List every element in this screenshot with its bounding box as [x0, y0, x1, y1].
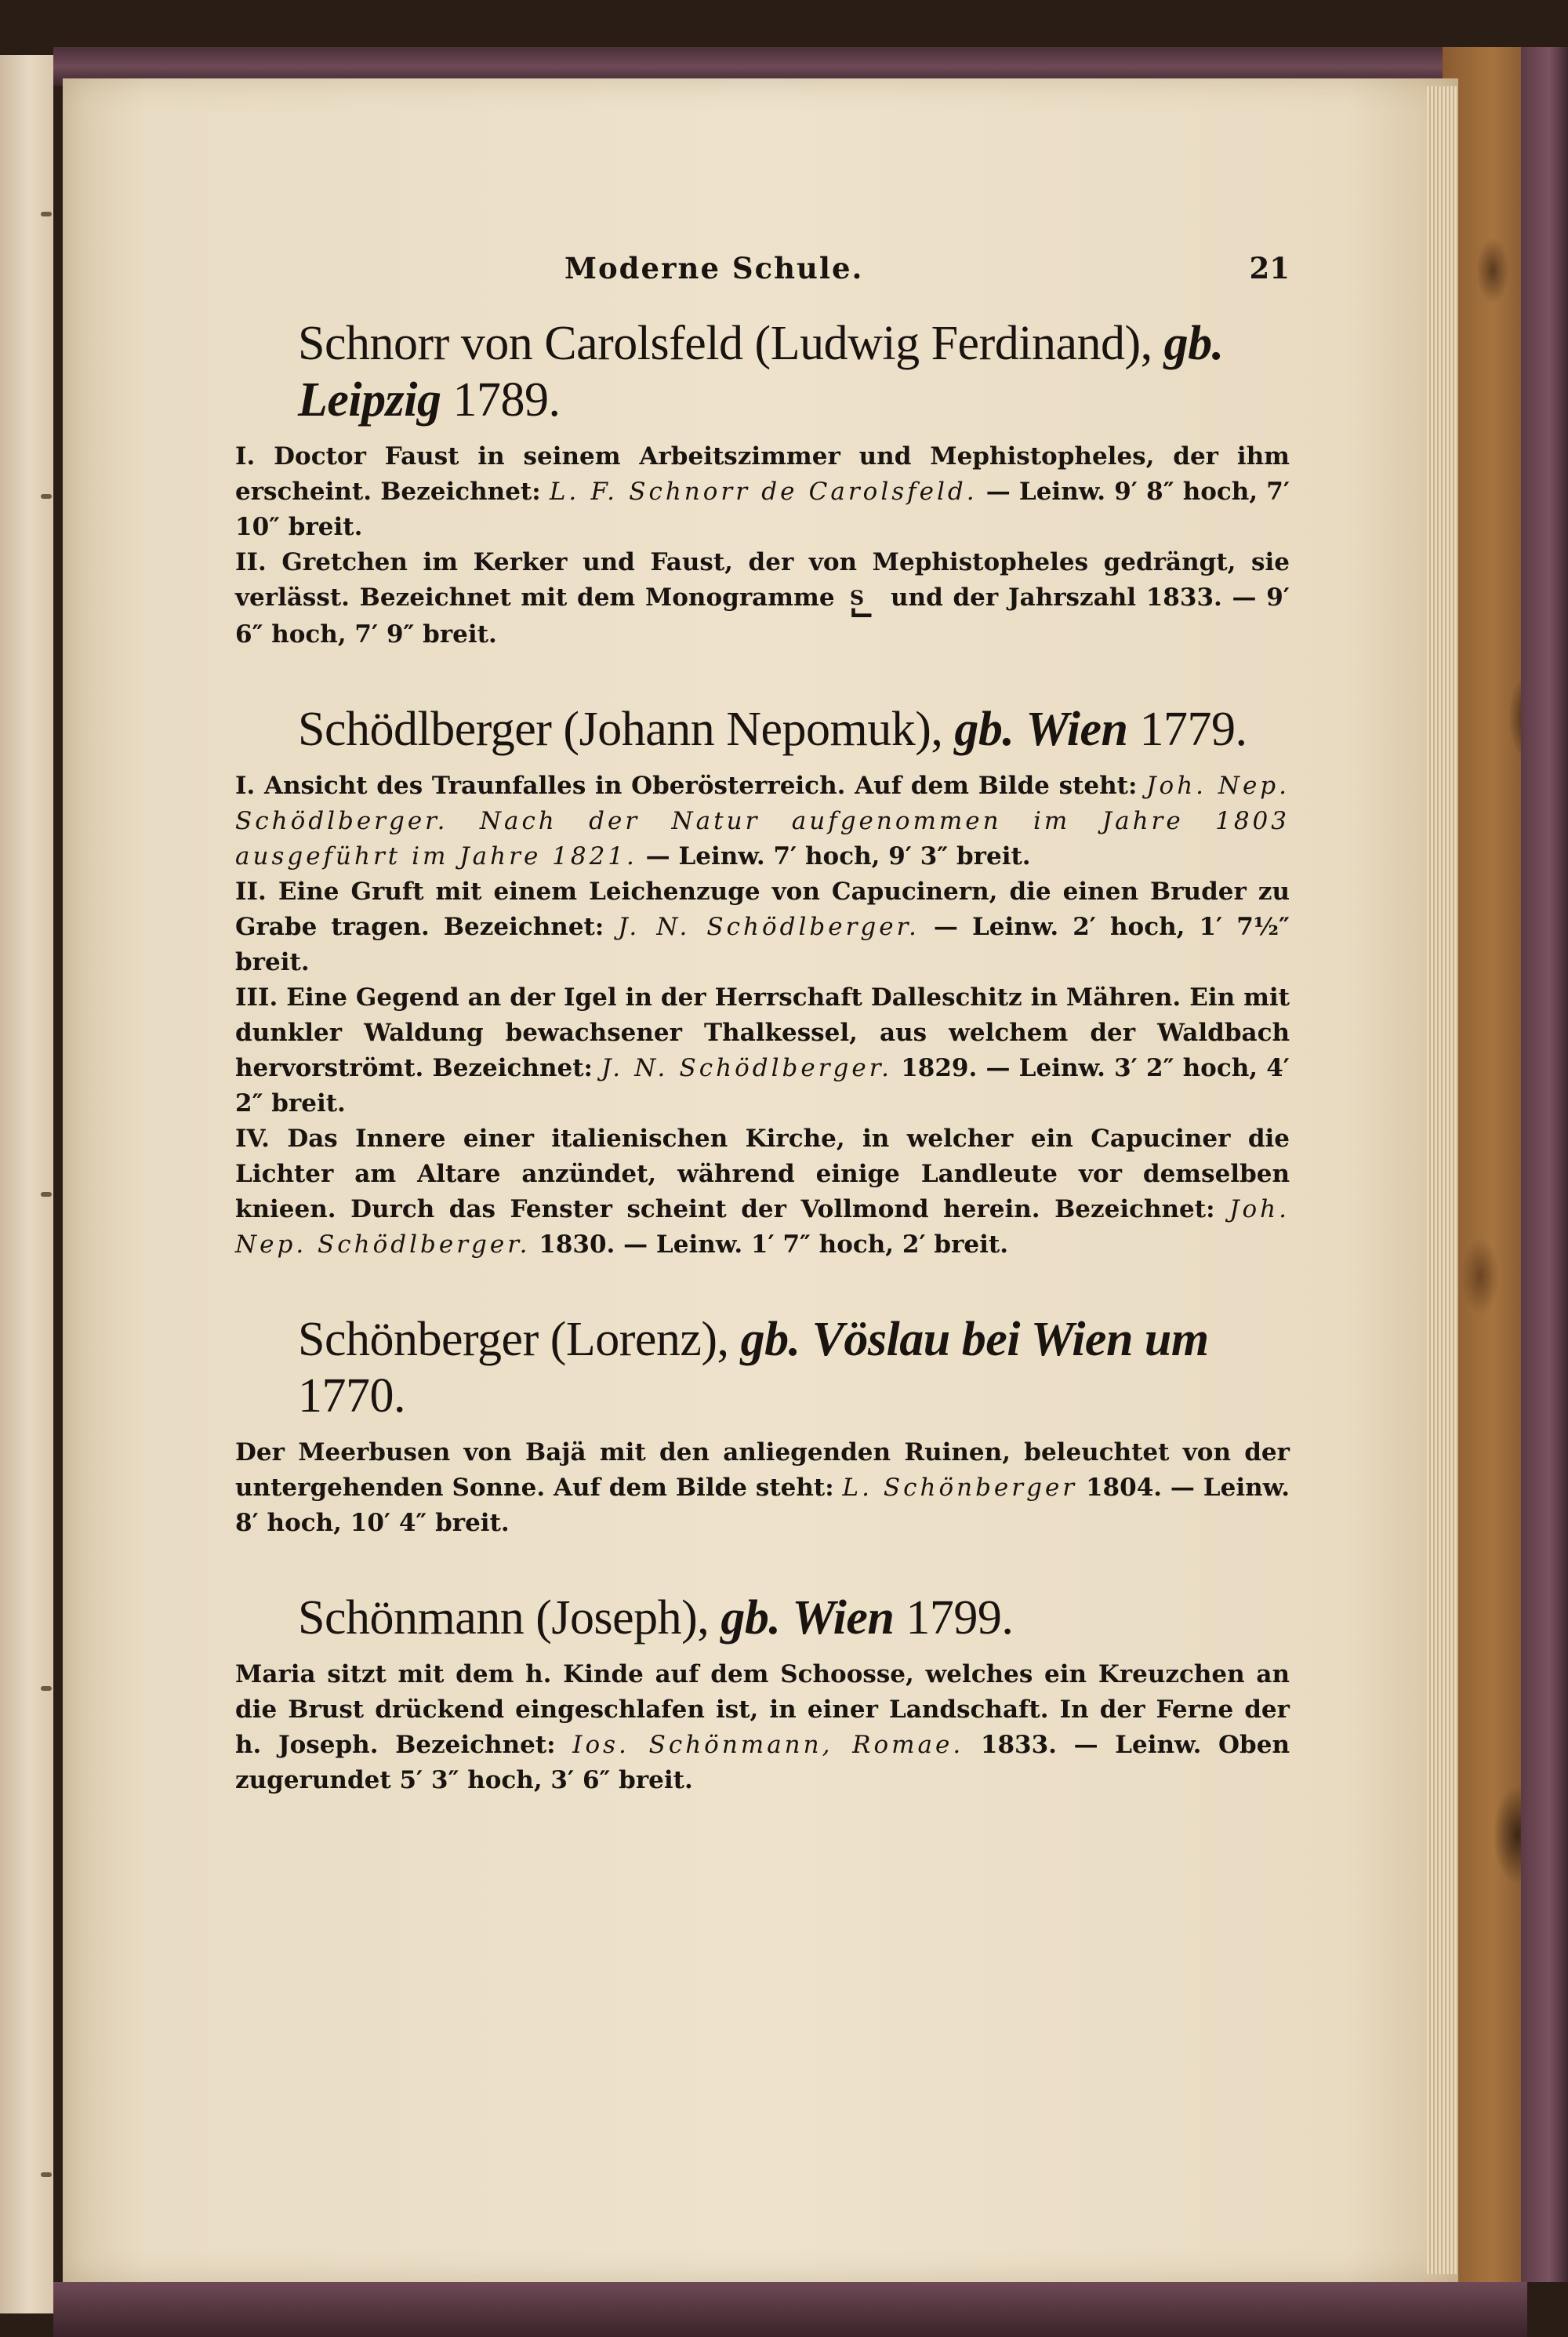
- entry-dimensions: — Leinw. 2′ hoch, 1′ 7½″ breit.: [235, 912, 1290, 976]
- artist-heading: [235, 315, 1290, 428]
- svg-text:S: S: [850, 585, 865, 609]
- born-abbrev: gb.: [1163, 317, 1224, 370]
- entry-signature: L. Schönberger: [842, 1473, 1078, 1502]
- left-page-edge: [0, 55, 53, 2313]
- born-abbrev: gb.: [954, 702, 1014, 756]
- entry-text: II. Gretchen im Kerker und Faust, der von Mephistopheles gedrängt, sie verlässt. Bezeichnet mit dem Monogramme: [235, 548, 1290, 612]
- artist-heading: [235, 1590, 1290, 1646]
- artist-name: Schönmann (Joseph),: [298, 1590, 710, 1645]
- entry-dimensions: — Leinw. 9′ 8″ hoch, 7′ 10″ breit.: [235, 478, 1290, 541]
- artist-name: Schnorr von Carolsfeld (Ludwig Ferdinand),: [298, 317, 1152, 370]
- born-abbrev: gb.: [740, 1312, 800, 1366]
- cover-spine: [1521, 47, 1568, 2282]
- entry-signature: Joh. Nep. Schödlberger.: [235, 1194, 1290, 1259]
- entry-text: II. Eine Gruft mit einem Leichenzuge von Capucinern, die einen Bruder zu Grabe tragen. Bezeichnet:: [235, 877, 1290, 941]
- catalog-entry: [235, 769, 1290, 874]
- catalog-entry: [235, 1657, 1290, 1798]
- artist-name: Schödlberger (Johann Nepomuk),: [298, 702, 943, 756]
- catalog-entry: [235, 874, 1290, 980]
- entry-dimensions: 1829. — Leinw. 3′ 2″ hoch, 4′ 2″ breit.: [235, 1053, 1290, 1118]
- birthplace: Wien: [1025, 702, 1128, 756]
- catalog-entry: [235, 439, 1290, 545]
- birth-year: 1799.: [906, 1590, 1014, 1645]
- entry-signature: L. F. Schnorr de Carolsfeld.: [549, 478, 978, 506]
- artist-section: [235, 701, 1290, 1263]
- running-header: [235, 251, 1290, 298]
- birth-year: 1789.: [452, 373, 561, 427]
- artist-heading: [235, 701, 1290, 758]
- entry-text: I. Ansicht des Traunfalles in Oberösterreich. Auf dem Bilde steht:: [235, 771, 1147, 800]
- page-content: [235, 251, 1290, 1798]
- birthplace: Leipzig: [298, 373, 441, 427]
- artist-section: [235, 1311, 1290, 1541]
- artist-heading: [235, 1311, 1290, 1424]
- entry-dimensions: — Leinw. 7′ hoch, 9′ 3″ breit.: [637, 841, 1031, 870]
- entry-text: Der Meerbusen von Bajä mit den anliegenden Ruinen, beleuchtet von der untergehenden Sonne. Auf dem Bilde steht:: [235, 1437, 1290, 1502]
- entry-text: I. Doctor Faust in seinem Arbeitszimmer und Mephistopheles, der ihm erscheint. Bezeichnet:: [235, 442, 1290, 506]
- page-marker: [41, 494, 52, 499]
- entry-dimensions: 1833. — Leinw. Oben zugerundet 5′ 3″ hoch, 3′ 6″ breit.: [235, 1730, 1290, 1794]
- binding-bottom: [53, 2282, 1527, 2337]
- birthplace: Wien: [792, 1590, 895, 1645]
- birthplace: Vöslau bei Wien um: [811, 1312, 1209, 1366]
- entry-signature: Joh. Nep. Schödlberger. Nach der Natur aufgenommen im Jahre 1803 ausgeführt im Jahre 1821.: [235, 771, 1290, 870]
- entry-signature: J. N. Schödlberger.: [618, 912, 920, 941]
- page-marker: [41, 2172, 52, 2177]
- page-marker: [41, 1686, 52, 1691]
- page-number: 21: [1249, 251, 1290, 285]
- entry-text: IV. Das Innere einer italienischen Kirche, in welcher ein Capuciner die Lichter am Altare anzündet, während einige Landleute vor demselben knieen. Durch das Fenster scheint der Vollmond herein. Bezeichnet:: [235, 1124, 1290, 1223]
- entry-signature: Ios. Schönmann, Romae.: [572, 1730, 964, 1759]
- artist-name: Schönberger (Lorenz),: [298, 1312, 729, 1366]
- page-marker: [41, 212, 52, 216]
- catalog-entry: [235, 1435, 1290, 1541]
- entry-text: Maria sitzt mit dem h. Kinde auf dem Schoosse, welches ein Kreuzchen an die Brust drückend eingeschlafen ist, in einer Landschaft. In der Ferne der h. Joseph. Bezeichnet:: [235, 1659, 1290, 1759]
- birth-year: 1770.: [298, 1368, 405, 1423]
- entry-dimensions: 1830. — Leinw. 1′ 7″ hoch, 2′ breit.: [530, 1230, 1009, 1259]
- catalog-entry: [235, 545, 1290, 652]
- entry-dimensions: und der Jahrszahl 1833. — 9′ 6″ hoch, 7′ 9″ breit.: [235, 583, 1290, 649]
- artist-section: [235, 315, 1290, 652]
- entry-dimensions: 1804. — Leinw. 8′ hoch, 10′ 4″ breit.: [235, 1473, 1290, 1537]
- page-marker: [41, 1192, 52, 1197]
- page-stack-edge: [1427, 86, 1458, 2274]
- born-abbrev: gb.: [720, 1590, 781, 1645]
- entry-text: III. Eine Gegend an der Igel in der Herrschaft Dalleschitz in Mähren. Ein mit dunkler Waldung bewachsener Thalkessel, aus welchem der Waldbach hervorströmt. Bezeichnet:: [235, 983, 1290, 1082]
- monogram-icon: [844, 581, 880, 617]
- birth-year: 1779.: [1139, 702, 1247, 756]
- entry-signature: J. N. Schödlberger.: [601, 1053, 893, 1082]
- running-title: Moderne Schule.: [564, 251, 864, 285]
- catalog-entry: [235, 1121, 1290, 1263]
- catalog-entry: [235, 980, 1290, 1121]
- artist-section: [235, 1590, 1290, 1798]
